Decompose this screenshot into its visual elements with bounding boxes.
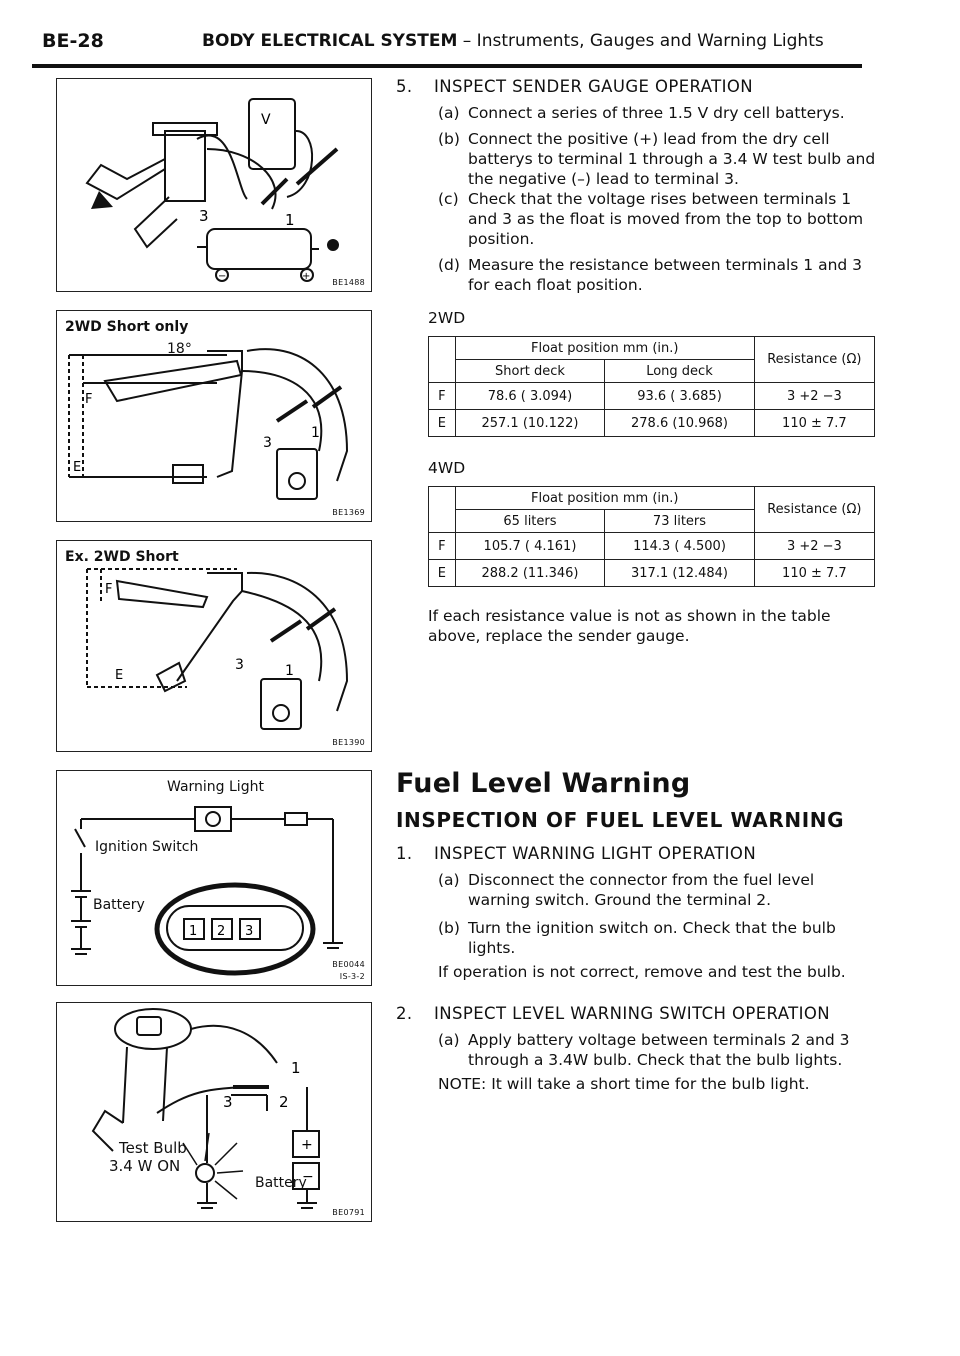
float-range-diagram-ex-2wd: [57, 541, 371, 751]
angle-label: 18°: [167, 341, 192, 357]
step-5b: [438, 129, 883, 191]
table-col-b: 73 liters: [605, 510, 755, 533]
table-corner-cell: [429, 487, 456, 533]
table-resistance-head: Resistance (Ω): [754, 337, 874, 383]
table-resistance-head: Resistance (Ω): [754, 487, 874, 533]
battery-label: Battery: [255, 1175, 307, 1191]
terminal-1-label: 1: [285, 211, 295, 229]
page-code: BE-28: [42, 30, 104, 52]
table-cell: 114.3 ( 4.500): [605, 533, 755, 560]
step-5a: [438, 103, 883, 125]
step-text: Connect the positive (+) lead from the dry cell batterys to terminal 1 through a 3.4 W test bulb and the negative (–) lead to terminal 3.: [468, 130, 876, 188]
table-row-pos: F: [429, 533, 456, 560]
step-number: 5.: [396, 77, 413, 96]
warning-switch-test-diagram: [57, 1003, 371, 1221]
step-mark: (b): [438, 130, 460, 148]
table-cell: 110 ± 7.7: [754, 410, 874, 437]
terminal-3-label: 3: [223, 1093, 233, 1111]
step-text: Disconnect the connector from the fuel level warning switch. Ground the terminal 2.: [468, 871, 815, 909]
svg-text:+: +: [302, 271, 311, 282]
pin-2-label: 2: [217, 924, 226, 939]
page-header: [32, 18, 832, 58]
figure-ex-2wd-short: [56, 540, 372, 752]
figure-code: BE1488: [332, 278, 365, 287]
test-bulb-spec: 3.4 W ON: [109, 1157, 181, 1175]
label-e: E: [115, 668, 124, 683]
table-col-b: Long deck: [605, 360, 755, 383]
terminal-3-label: 3: [263, 435, 272, 451]
table-cell: 278.6 (10.968): [605, 410, 755, 437]
table-head: Float position mm (in.): [455, 337, 754, 360]
figure-code: BE0044: [332, 960, 365, 969]
voltmeter-label: V: [261, 112, 271, 128]
table-col-a: Short deck: [455, 360, 605, 383]
table-cell: 288.2 (11.346): [455, 560, 605, 587]
table-2wd: [428, 336, 875, 437]
replace-note: If each resistance value is not as shown in the table above, replace the sender gauge.: [428, 607, 831, 645]
step-text: Apply battery voltage between terminals 2 and 3 through a 3.4W bulb. Check that the bulb lights.: [468, 1031, 850, 1069]
float-range-diagram-2wd: [57, 311, 371, 521]
table-4wd-label: 4WD: [428, 459, 466, 477]
figure-sender-gauge-voltage: [56, 78, 372, 292]
step-number: 2.: [396, 1004, 413, 1023]
label-f: F: [105, 582, 113, 597]
label-e: E: [73, 460, 82, 475]
table-cell: 3 +2 −3: [754, 533, 874, 560]
terminal-1-label: 1: [291, 1059, 301, 1077]
battery-label: Battery: [93, 897, 145, 913]
step-5c: [438, 189, 883, 251]
step-title: INSPECT LEVEL WARNING SWITCH OPERATION: [434, 1004, 830, 1023]
step-mark: (d): [438, 256, 460, 274]
figure-2wd-short: [56, 310, 372, 522]
table-cell: 257.1 (10.122): [455, 410, 605, 437]
table-row-pos: E: [429, 410, 456, 437]
terminal-3-label: 3: [199, 207, 209, 225]
terminal-1-label: 1: [311, 425, 320, 441]
table-cell: 78.6 ( 3.094): [455, 383, 605, 410]
step-title: INSPECT WARNING LIGHT OPERATION: [434, 844, 757, 863]
step-5d: [438, 255, 883, 297]
step-text: Check that the voltage rises between terminals 1 and 3 as the float is moved from the top to bottom position.: [468, 190, 864, 248]
table-row-pos: E: [429, 560, 456, 587]
table-row-pos: F: [429, 383, 456, 410]
figure-code: BE1369: [332, 508, 365, 517]
step-text: Measure the resistance between terminals 1 and 3 for each float position.: [468, 256, 863, 294]
step-mark: (c): [438, 190, 459, 208]
table-cell: 105.7 ( 4.161): [455, 533, 605, 560]
label-f: F: [85, 392, 93, 407]
svg-text:−: −: [218, 271, 227, 282]
section-heading: Fuel Level Warning: [396, 768, 691, 799]
step-text: Connect a series of three 1.5 V dry cell batterys.: [468, 104, 845, 122]
section-subtitle: – Instruments, Gauges and Warning Lights: [462, 31, 824, 51]
step-1-note: If operation is not correct, remove and test the bulb.: [438, 963, 846, 981]
step-2a: [438, 1030, 883, 1072]
figure-code: BE0791: [332, 1208, 365, 1217]
figure-code-secondary: IS-3-2: [339, 972, 365, 981]
warning-light-circuit-diagram: [57, 771, 371, 985]
table-cell: 110 ± 7.7: [754, 560, 874, 587]
figure-warning-light-circuit: [56, 770, 372, 986]
step-number: 1.: [396, 844, 413, 863]
step-mark: (b): [438, 919, 460, 937]
step-1-heading: [396, 844, 876, 866]
pin-1-label: 1: [189, 924, 198, 939]
table-cell: 3 +2 −3: [754, 383, 874, 410]
pin-3-label: 3: [245, 924, 254, 939]
table-corner-cell: [429, 337, 456, 383]
svg-text:+: +: [301, 1137, 313, 1153]
table-head: Float position mm (in.): [455, 487, 754, 510]
warning-light-label: Warning Light: [167, 779, 264, 795]
step-1b: [438, 918, 883, 960]
step-mark: (a): [438, 1031, 460, 1049]
figure-caption: Ex. 2WD Short: [65, 549, 179, 565]
step-2-note: NOTE: It will take a short time for the bulb light.: [438, 1075, 810, 1093]
step-text: Turn the ignition switch on. Check that the bulb lights.: [468, 919, 836, 957]
section-subheading: INSPECTION OF FUEL LEVEL WARNING: [396, 808, 845, 832]
step-title: INSPECT SENDER GAUGE OPERATION: [434, 77, 754, 96]
section-name: BODY ELECTRICAL SYSTEM: [202, 31, 458, 51]
table-cell: 317.1 (12.484): [605, 560, 755, 587]
figure-code: BE1390: [332, 738, 365, 747]
test-bulb-label: Test Bulb: [119, 1139, 187, 1157]
svg-text:−: −: [302, 1169, 314, 1185]
step-5-heading: [396, 77, 876, 99]
header-rule: [32, 64, 862, 68]
page-title: [202, 31, 824, 51]
sender-gauge-voltage-diagram: [57, 79, 371, 291]
table-cell: 93.6 ( 3.685): [605, 383, 755, 410]
table-col-a: 65 liters: [455, 510, 605, 533]
step-1a: [438, 870, 883, 912]
ignition-switch-label: Ignition Switch: [95, 839, 199, 855]
terminal-2-label: 2: [279, 1093, 289, 1111]
figure-warning-switch-test: [56, 1002, 372, 1222]
terminal-1-label: 1: [285, 663, 294, 679]
step-mark: (a): [438, 104, 460, 122]
table-4wd: [428, 486, 875, 587]
table-2wd-label: 2WD: [428, 309, 466, 327]
step-mark: (a): [438, 871, 460, 889]
figure-caption: 2WD Short only: [65, 319, 189, 335]
step-2-heading: [396, 1004, 876, 1026]
terminal-3-label: 3: [235, 657, 244, 673]
